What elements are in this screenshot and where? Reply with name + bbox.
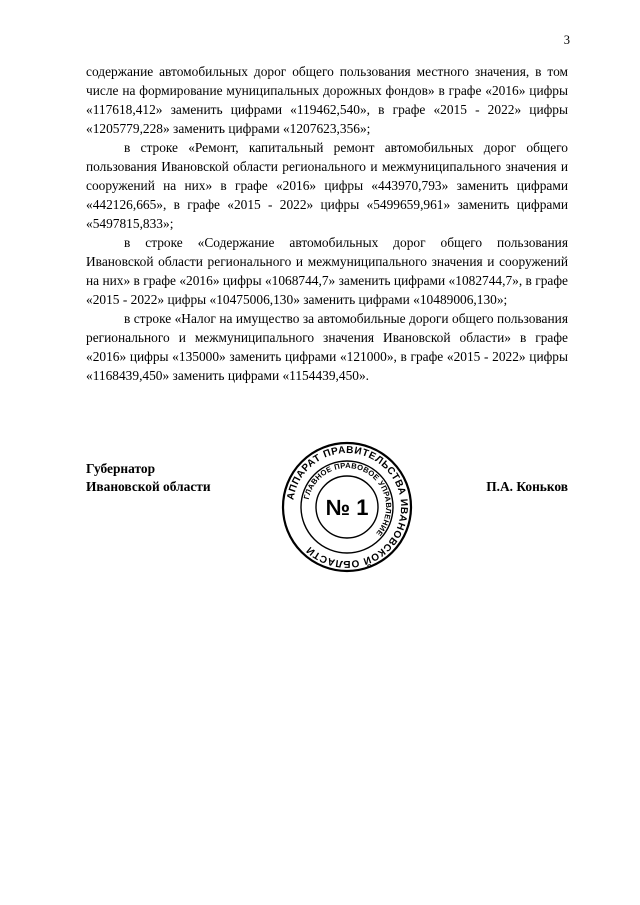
signer-title [86, 460, 211, 496]
official-stamp [280, 440, 414, 574]
signer-name: П.А. Коньков [486, 479, 568, 494]
stamp-number: № 1 [325, 495, 369, 520]
document-body [86, 62, 568, 385]
paragraph-1: содержание автомобильных дорог общего пользования местного значения, в том числе на формирование муниципальных дорожных фондов» в графе «2016» цифры «117618,412» заменить цифрами «119462,540», в графе «2015 - 2022» цифры «1205779,228» заменить цифрами «1207623,356»; [86, 64, 568, 136]
stamp-inner-text: ГЛАВНОЕ ПРАВОВОЕ УПРАВЛЕНИЕ [301, 460, 394, 538]
page-number: 3 [563, 33, 570, 47]
paragraph-4: в строке «Налог на имущество за автомобильные дороги общего пользования регионального и межмуниципального значения Ивановской области» в графе «2016» цифры «135000» заменить цифрами «121000», в графе «2015 - 2022» цифры «1168439,450» заменить цифрами «1154439,450». [86, 311, 568, 383]
stamp-outer-text: АППАРАТ ПРАВИТЕЛЬСТВА ИВАНОВСКОЙ ОБЛАСТИ [285, 444, 410, 570]
paragraph-2: в строке «Ремонт, капитальный ремонт автомобильных дорог общего пользования Ивановской области регионального и межмуниципального значения и сооружений на них» в графе «2016» цифры «443970,793» заменить цифрами «442126,665», в графе «2015 - 2022» цифры «5499659,961» заменить цифрами «5497815,833»; [86, 140, 568, 231]
paragraph-3: в строке «Содержание автомобильных дорог общего пользования Ивановской области регионального и межмуниципального значения и сооружений на них» в графе «2016» цифры «1068744,7» заменить цифрами «1082744,7», в графе «2015 - 2022» цифры «10475006,130» заменить цифрами «10489006,130»; [86, 235, 568, 307]
signer-title-line-2: Ивановской области [86, 479, 211, 494]
signer-title-line-1: Губернатор [86, 461, 156, 476]
